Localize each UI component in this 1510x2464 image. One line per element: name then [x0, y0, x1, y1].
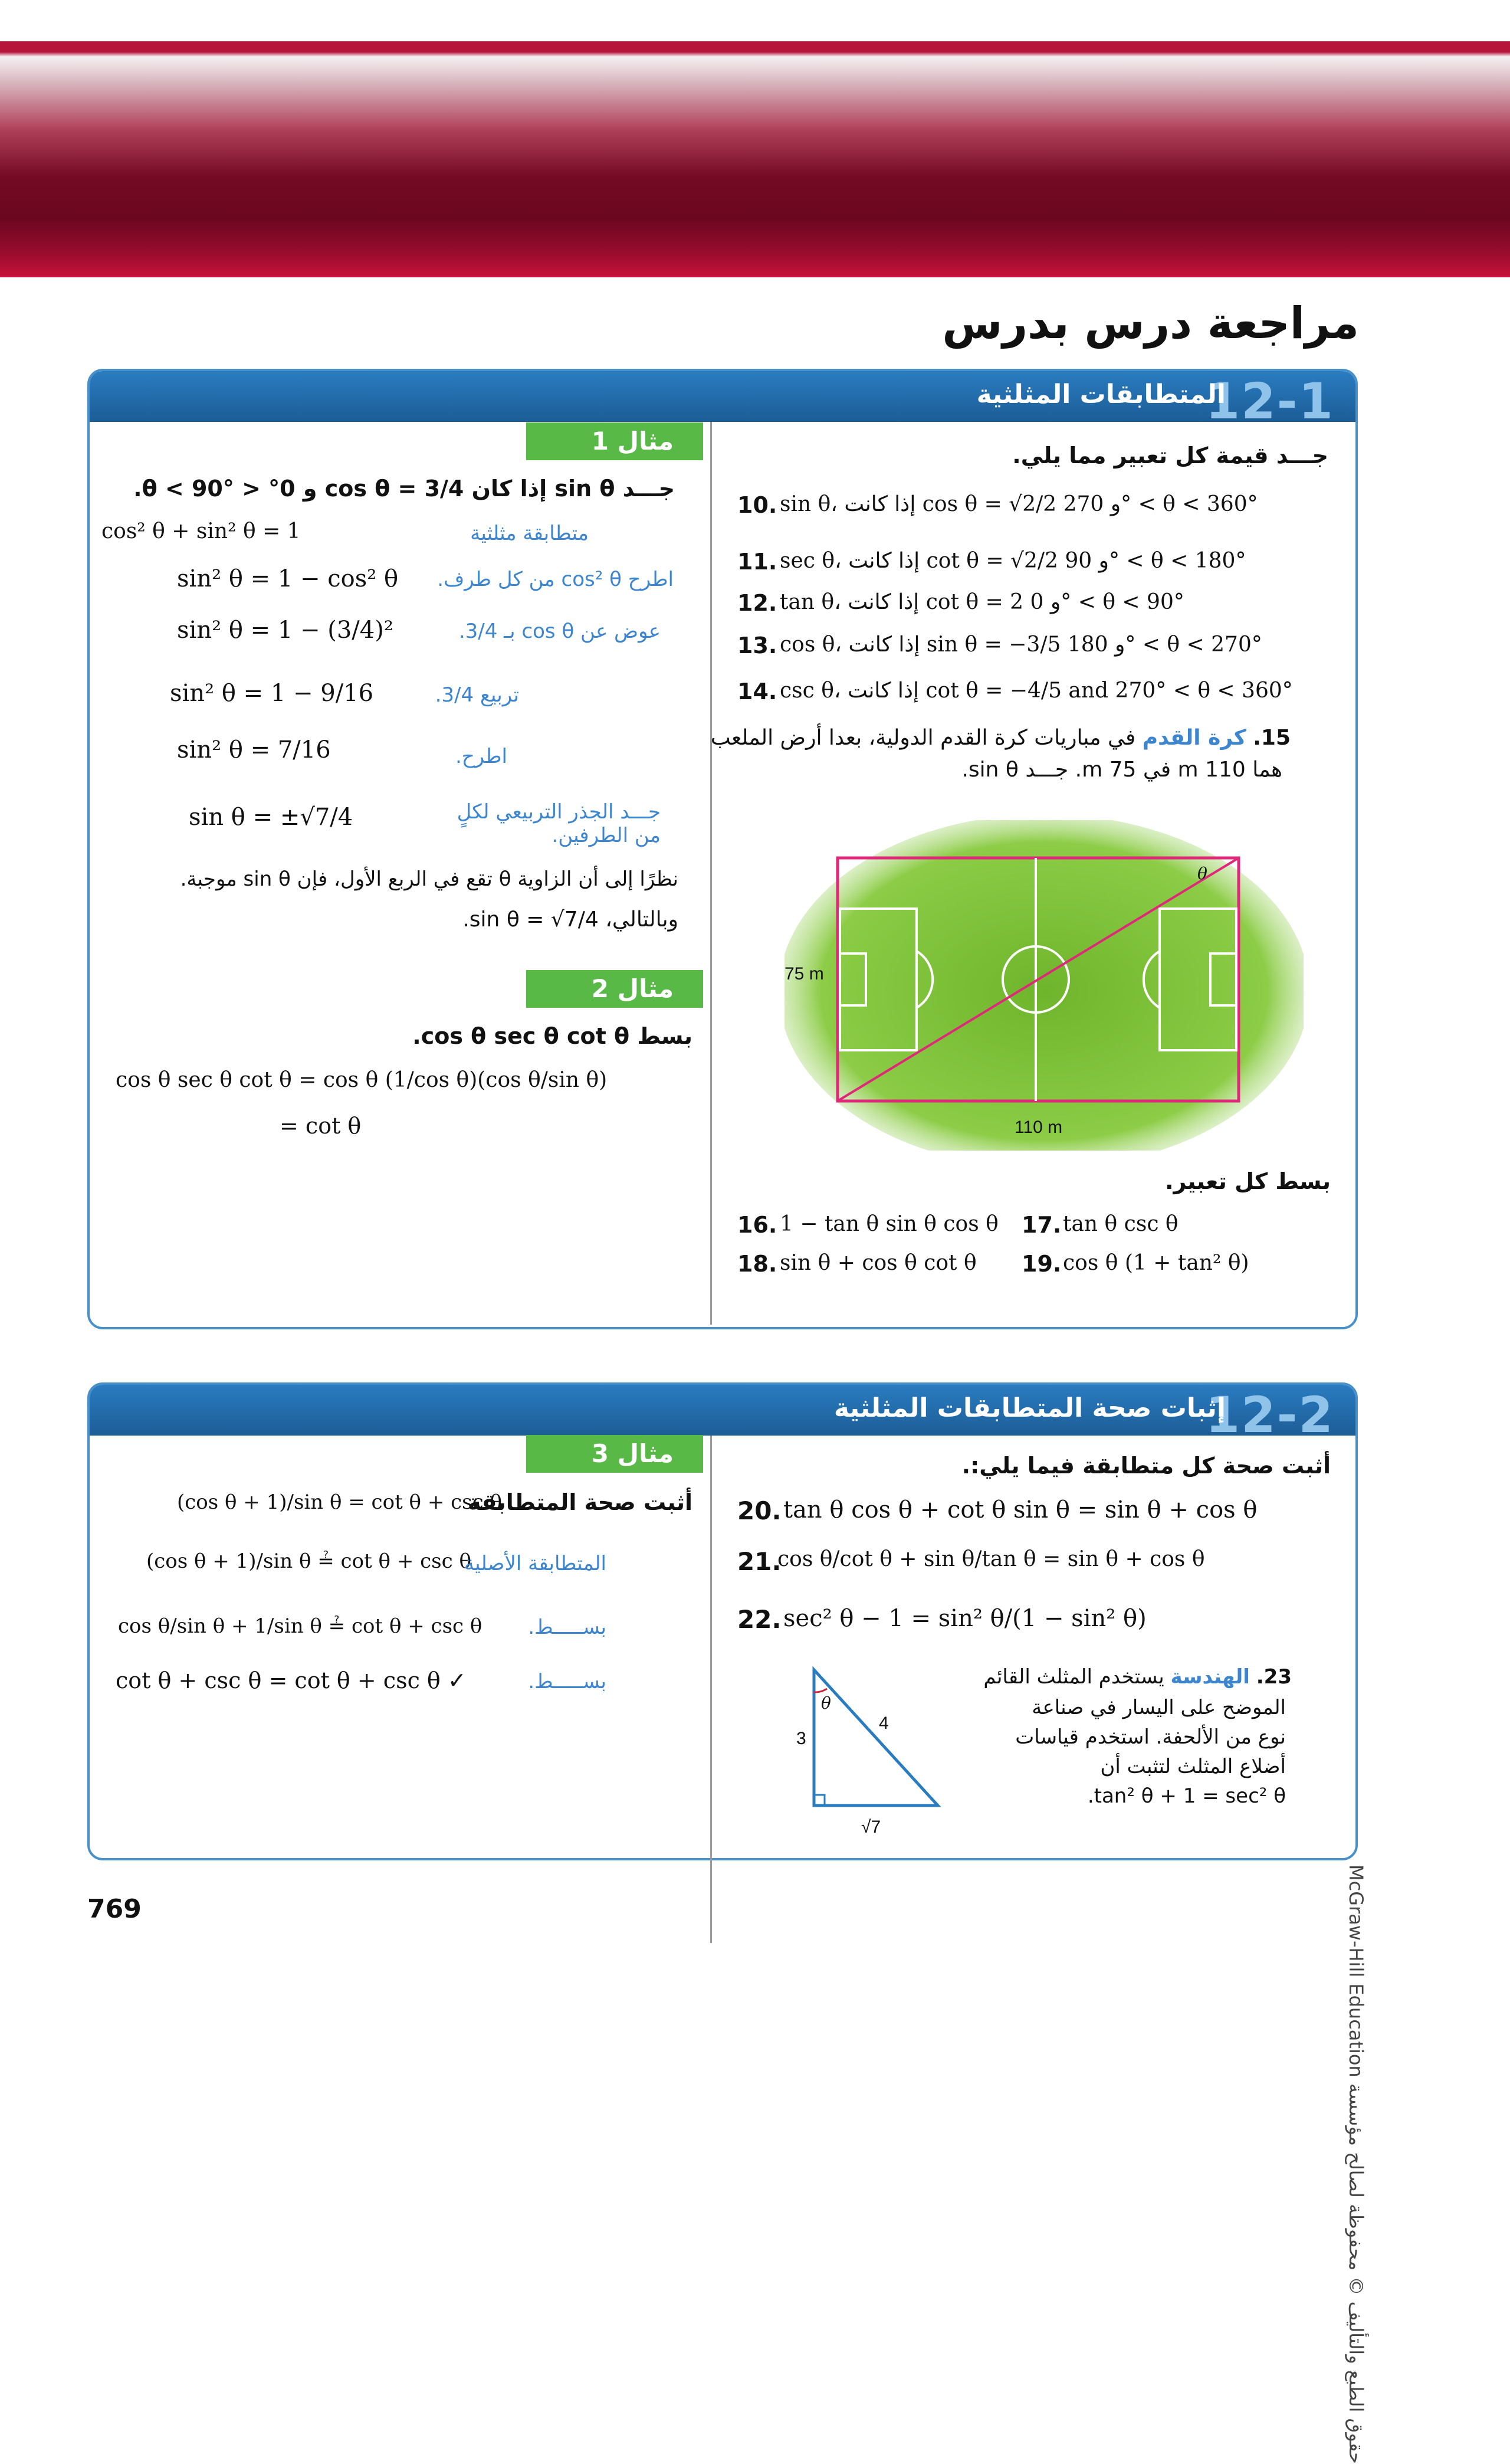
exercise-text: cos θ/cot θ + sin θ/tan θ = sin θ + cos θ — [777, 1547, 1205, 1571]
question-text: في مباريات كرة القدم الدولية، بعدا أرض الملعب — [710, 726, 1136, 750]
section-header — [90, 371, 1355, 430]
ex1-step-note: تربيع 3/4. — [435, 683, 519, 707]
example-2-prompt: بسط cos θ sec θ cot θ. — [412, 1023, 692, 1049]
example-3-prompt: أثبت صحة المتطابقة — [468, 1489, 692, 1515]
section-title: إثبات صحة المتطابقات المثلثية — [833, 1393, 1226, 1423]
question-number: 15. — [1253, 726, 1291, 750]
ex1-step-math: sin² θ = 1 − (3/4)² — [177, 617, 393, 644]
exercise-text: tan θ cos θ + cot θ sin θ = sin θ + cos θ — [783, 1496, 1258, 1523]
right-angle-mark — [814, 1795, 825, 1806]
side-label: √7 — [861, 1817, 881, 1837]
ex3-step-math: cos θ/sin θ + 1/sin θ ≟ cot θ + csc θ — [118, 1614, 482, 1638]
exercise-number: 10. — [737, 492, 777, 518]
example-3-identity: (cos θ + 1)/sin θ = cot θ + csc θ — [177, 1490, 502, 1514]
exercise-number: 13. — [737, 633, 777, 658]
page-title: مراجعة درس بدرس — [942, 298, 1359, 349]
exercise-text: sin θ + cos θ cot θ — [780, 1251, 977, 1275]
exercise-number: 19. — [1022, 1251, 1062, 1277]
page-number: 769 — [87, 1894, 142, 1924]
simplify-heading: بسط كل تعبير. — [1165, 1168, 1331, 1194]
example-1-prompt: جـــد sin θ إذا كان cos θ = 3/4 و 0° < θ < 90°. — [133, 476, 675, 502]
exercise-text: tan θ csc θ — [1063, 1212, 1179, 1236]
exercise-number: 12. — [737, 590, 777, 616]
angle-label: θ — [1197, 864, 1207, 883]
exercise-text: sec² θ − 1 = sin² θ/(1 − sin² θ) — [783, 1605, 1147, 1632]
example-1-tab: مثال 1 — [526, 422, 703, 460]
example-2-tab: مثال 2 — [526, 970, 703, 1008]
triangle — [814, 1670, 938, 1806]
ex2-line1: cos θ sec θ cot θ = cos θ (1/cos θ)(cos θ/sin θ) — [116, 1068, 608, 1092]
top-banner — [0, 41, 1510, 277]
column-divider — [710, 422, 712, 1325]
exercise-text: csc θ، إذا كانت cot θ = −4/5 and 270° < θ < 360° — [780, 679, 1293, 703]
height-label: 75 m — [784, 964, 824, 984]
exercises-heading: جـــد قيمة كل تعبير مما يلي. — [1012, 443, 1328, 468]
copyright-text: حقوق الطبع والتأليف © محفوظة لصالح مؤسسة — [1345, 2083, 1367, 2464]
question-text: يستخدم المثلث القائم — [983, 1665, 1164, 1689]
question-23-line1 — [983, 1665, 1292, 1689]
question-15-line2: هما 110 m في 75 m. جـــد sin θ. — [961, 758, 1282, 782]
ex1-conclusion: وبالتالي، sin θ = √7/4. — [462, 907, 678, 932]
question-topic: كرة القدم — [1142, 726, 1246, 750]
ex3-step-math: (cos θ + 1)/sin θ ≟ cot θ + csc θ — [146, 1549, 471, 1573]
exercise-number: 14. — [737, 679, 777, 705]
prove-heading: أثبت صحة كل متطابقة فيما يلي:. — [961, 1453, 1331, 1479]
question-number: 23. — [1256, 1665, 1292, 1689]
width-label: 110 m — [1015, 1118, 1063, 1137]
section-title: المتطابقات المثلثية — [976, 379, 1226, 409]
exercise-text: cos θ (1 + tan² θ) — [1063, 1251, 1249, 1275]
ex1-step-math: sin² θ = 1 − cos² θ — [177, 565, 399, 592]
ex3-step-note: بســـــط. — [528, 1616, 606, 1639]
soccer-field-figure — [784, 820, 1304, 1151]
exercise-text: sin θ، إذا كانت cos θ = √2/2 و 270° < θ < 360° — [780, 492, 1258, 516]
column-divider — [710, 1436, 712, 1943]
question-23-line: أضلاع المثلث لتثبت أن — [1100, 1755, 1286, 1778]
question-topic: الهندسة — [1170, 1665, 1250, 1689]
exercise-number: 20. — [737, 1496, 782, 1525]
question-23-line: الموضح على اليسار في صناعة — [1032, 1696, 1286, 1719]
exercise-number: 21. — [737, 1547, 782, 1576]
ex3-step-note: بســـــط. — [528, 1670, 606, 1693]
section-header — [90, 1385, 1355, 1444]
side-credit — [1345, 1865, 1367, 2464]
example-3-tab: مثال 3 — [526, 1435, 703, 1473]
side-label: 3 — [796, 1729, 806, 1748]
ex1-step-note: اطرح cos² θ من كل طرف. — [437, 568, 674, 591]
ex1-step-note: متطابقة مثلثية — [470, 522, 589, 545]
exercise-number: 16. — [737, 1212, 777, 1238]
ex1-conclusion: نظرًا إلى أن الزاوية θ تقع في الربع الأول، فإن sin θ موجبة. — [180, 867, 678, 891]
ex1-step-math: sin² θ = 7/16 — [177, 736, 331, 764]
ex2-line2: = cot θ — [280, 1113, 362, 1139]
angle-arc — [814, 1689, 827, 1692]
exercise-number: 18. — [737, 1251, 777, 1277]
exercise-number: 17. — [1022, 1212, 1062, 1238]
question-23-line: نوع من الألحفة. استخدم قياسات — [1015, 1725, 1286, 1749]
publisher-text: McGraw-Hill Education — [1345, 1865, 1367, 2078]
exercise-text: tan θ، إذا كانت cot θ = 2 و 0° < θ < 90° — [780, 590, 1184, 614]
ex1-step-note: جـــد الجذر التربيعي لكلٍ من الطرفين. — [457, 800, 661, 847]
ex3-step-note: المتطابقة الأصلية — [464, 1552, 606, 1575]
ex1-step-math: sin² θ = 1 − 9/16 — [170, 680, 374, 707]
exercise-number: 11. — [737, 549, 777, 575]
question-15-line1 — [711, 726, 1291, 750]
ex1-step-note: اطرح. — [455, 745, 507, 768]
exercise-text: cos θ، إذا كانت sin θ = −3/5 و 180° < θ < 270° — [780, 633, 1262, 657]
ex1-step-math: sin θ = ±√7/4 — [189, 804, 353, 831]
angle-label: θ — [821, 1693, 831, 1713]
ex1-step-note: عوض عن cos θ بـ 3/4. — [458, 620, 661, 643]
ex3-step-math: cot θ + csc θ = cot θ + csc θ ✓ — [116, 1667, 467, 1693]
section-number: 12-2 — [1205, 1386, 1334, 1444]
side-label: 4 — [879, 1713, 889, 1733]
question-23-line: tan² θ + 1 = sec² θ. — [1087, 1784, 1286, 1808]
exercise-text: 1 − tan θ sin θ cos θ — [780, 1212, 999, 1236]
right-triangle-figure — [790, 1658, 956, 1841]
ex1-step-math: cos² θ + sin² θ = 1 — [101, 519, 301, 543]
section-number: 12-1 — [1205, 372, 1334, 430]
exercise-number: 22. — [737, 1605, 782, 1634]
exercise-text: sec θ، إذا كانت cot θ = √2/2 و 90° < θ < 180° — [780, 549, 1246, 573]
